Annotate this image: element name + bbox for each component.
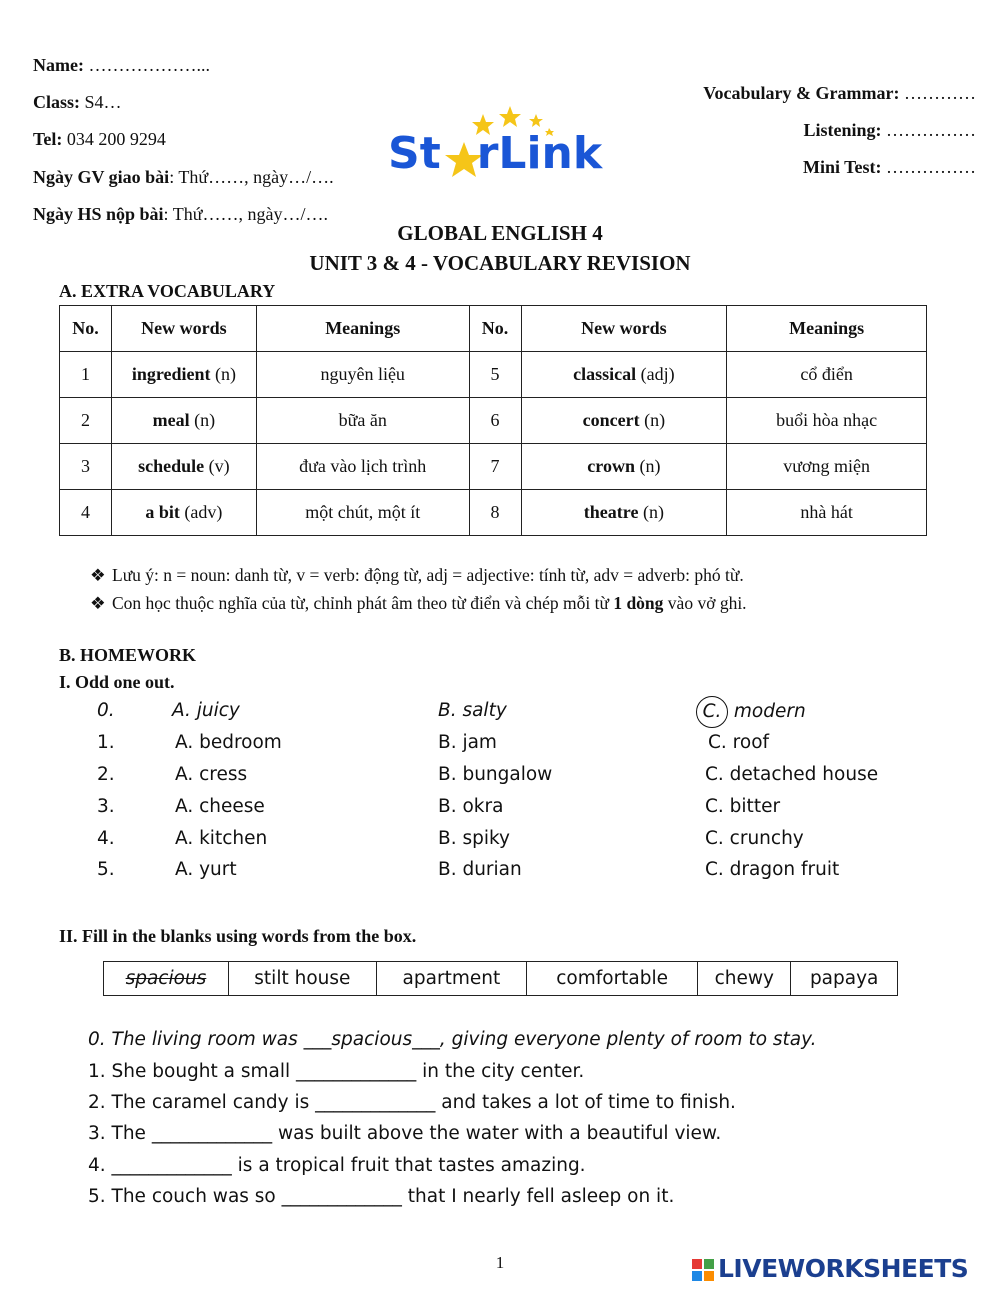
- word-box-item: chewy: [698, 962, 791, 996]
- section-a-heading: A. EXTRA VOCABULARY: [59, 281, 276, 301]
- option-a: A. kitchen: [175, 828, 268, 849]
- note-2: ❖ Con học thuộc nghĩa của từ, chỉnh phát âm theo từ điển và chép mỗi từ 1 dòng vào vở ghi.: [90, 593, 747, 613]
- name-line: Name: ………………...: [33, 55, 210, 75]
- odd-number: 2.: [97, 764, 115, 785]
- option-c: C. bitter: [705, 796, 781, 817]
- option-a: A. cheese: [175, 796, 265, 817]
- section-b-heading: B. HOMEWORK: [59, 645, 197, 665]
- table-row: [60, 444, 927, 490]
- option-a: A. juicy: [172, 700, 240, 721]
- cell-no: 3: [60, 444, 112, 490]
- odd-number: 1.: [97, 732, 115, 753]
- col-header: Meanings: [256, 306, 469, 352]
- col-header: New words: [111, 306, 256, 352]
- cell-word: crown (n): [521, 444, 727, 490]
- note-1: ❖ Lưu ý: n = noun: danh từ, v = verb: động từ, adj = adjective: tính từ, adv = adverb: phó từ.: [90, 565, 744, 585]
- assign-date-line: Ngày GV giao bài: Thứ……, ngày…/….: [33, 167, 334, 187]
- option-c-circled: C. modern: [702, 696, 806, 728]
- cell-word: a bit (adv): [111, 490, 256, 536]
- sentence-1: 1. She bought a small _____________ in the city center.: [88, 1061, 585, 1082]
- option-c: C. dragon fruit: [705, 859, 840, 880]
- page-title: GLOBAL ENGLISH 4: [397, 221, 603, 245]
- option-c: C. roof: [708, 732, 770, 753]
- cell-word: schedule (v): [111, 444, 256, 490]
- cell-meaning: buổi hòa nhạc: [727, 398, 927, 444]
- cell-no: 7: [469, 444, 521, 490]
- cell-no: 2: [60, 398, 112, 444]
- logo-text-start: St: [388, 128, 441, 179]
- table-row: [60, 398, 927, 444]
- col-header: No.: [60, 306, 112, 352]
- submit-date-line: Ngày HS nộp bài: Thứ……, ngày…/….: [33, 204, 328, 224]
- odd-number: 0.: [97, 700, 115, 721]
- cell-word: ingredient (n): [111, 352, 256, 398]
- cell-no: 5: [469, 352, 521, 398]
- starlink-logo: [388, 102, 633, 192]
- option-b: B. bungalow: [438, 764, 553, 785]
- diamond-bullet-icon: ❖: [90, 565, 106, 585]
- col-header: Meanings: [727, 306, 927, 352]
- page-number: 1: [495, 1253, 505, 1272]
- cell-meaning: cổ điển: [727, 352, 927, 398]
- sentence-0: 0. The living room was ___spacious___, giving everyone plenty of room to stay.: [88, 1029, 817, 1050]
- cell-no: 6: [469, 398, 521, 444]
- tel-line: Tel: 034 200 9294: [33, 129, 166, 149]
- vocab-grammar-score: Vocabulary & Grammar: …………: [703, 83, 976, 103]
- listening-score: Listening: ……………: [803, 120, 976, 140]
- word-box-item: spacious: [104, 962, 229, 996]
- page-subtitle: UNIT 3 & 4 - VOCABULARY REVISION: [309, 251, 691, 275]
- brand-text-live: LIVE: [718, 1254, 778, 1283]
- part-1-heading: I. Odd one out.: [59, 672, 175, 692]
- cell-meaning: vương miện: [727, 444, 927, 490]
- option-a: A. bedroom: [175, 732, 282, 753]
- option-b: B. jam: [438, 732, 497, 753]
- table-row: [60, 352, 927, 398]
- cell-word: concert (n): [521, 398, 727, 444]
- table-header-row: [60, 306, 927, 352]
- part-2-heading: II. Fill in the blanks using words from the box.: [59, 926, 417, 946]
- sentence-4: 4. _____________ is a tropical fruit that tastes amazing.: [88, 1155, 586, 1176]
- cell-meaning: đưa vào lịch trình: [256, 444, 469, 490]
- option-c: C. detached house: [705, 764, 879, 785]
- cell-no: 1: [60, 352, 112, 398]
- class-line: Class: S4…: [33, 92, 122, 112]
- odd-number: 5.: [97, 859, 115, 880]
- sentence-5: 5. The couch was so _____________ that I nearly fell asleep on it.: [88, 1186, 675, 1207]
- option-a: A. yurt: [175, 859, 237, 880]
- word-box-item: comfortable: [526, 962, 697, 996]
- word-box-item: papaya: [791, 962, 898, 996]
- option-b: B. durian: [438, 859, 522, 880]
- cell-word: theatre (n): [521, 490, 727, 536]
- cell-word: meal (n): [111, 398, 256, 444]
- liveworksheets-blocks-icon: [692, 1259, 714, 1281]
- word-box: [103, 961, 898, 996]
- cell-meaning: bữa ăn: [256, 398, 469, 444]
- diamond-bullet-icon: ❖: [90, 593, 106, 613]
- sentence-2: 2. The caramel candy is _____________ and takes a lot of time to finish.: [88, 1092, 736, 1113]
- option-c: C. crunchy: [705, 828, 804, 849]
- option-b: B. okra: [438, 796, 504, 817]
- odd-number: 3.: [97, 796, 115, 817]
- table-row: [60, 490, 927, 536]
- cell-meaning: nguyên liệu: [256, 352, 469, 398]
- cell-meaning: nhà hát: [727, 490, 927, 536]
- brand-text-worksheets: WORKSHEETS: [777, 1254, 969, 1283]
- cell-no: 4: [60, 490, 112, 536]
- option-a: A. cress: [175, 764, 248, 785]
- word-box-item: apartment: [376, 962, 526, 996]
- col-header: New words: [521, 306, 727, 352]
- word-box-item: stilt house: [228, 962, 376, 996]
- cell-no: 8: [469, 490, 521, 536]
- vocabulary-table: [59, 305, 927, 536]
- odd-number: 4.: [97, 828, 115, 849]
- logo-text-end: rLink: [476, 128, 603, 179]
- option-b: B. salty: [438, 700, 507, 721]
- col-header: No.: [469, 306, 521, 352]
- answer-circle: C.: [696, 696, 728, 728]
- option-b: B. spiky: [438, 828, 510, 849]
- cell-meaning: một chút, một ít: [256, 490, 469, 536]
- liveworksheets-logo: [692, 1256, 992, 1286]
- mini-test-score: Mini Test: ……………: [802, 157, 976, 177]
- cell-word: classical (adj): [521, 352, 727, 398]
- sentence-3: 3. The _____________ was built above the water with a beautiful view.: [88, 1123, 722, 1144]
